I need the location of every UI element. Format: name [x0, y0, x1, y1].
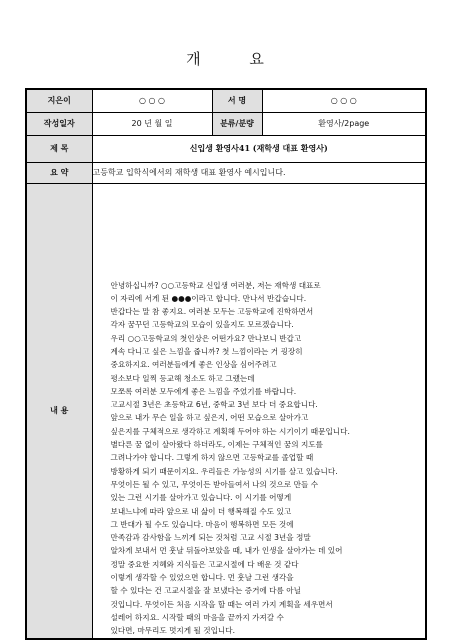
- content-body: [93, 184, 426, 638]
- author-row: [26, 89, 426, 112]
- content-line: 보내느냐에 따라 앞으로 내 삶이 더 행복해질 수도 있고: [110, 506, 292, 516]
- subject-row: [26, 135, 426, 162]
- date-label: 작성일자: [26, 112, 92, 135]
- content-line: 그 반대가 될 수도 있습니다. 마음이 행복하면 모든 것에: [110, 519, 294, 529]
- content-line: 정말 중요한 지혜와 지식들은 고교시절에 다 배운 것 같다: [110, 559, 299, 569]
- content-line: 우리 ○○고등학교의 첫인상은 어떤가요? 만나보니 반갑고: [110, 333, 302, 343]
- content-line: 할 수 있다는 건 고교시절을 잘 보냈다는 증거에 다름 아닐: [110, 586, 301, 596]
- summary-label: 요 약: [26, 162, 92, 183]
- content-line: 있다면, 마무리도 멋지게 될 것입니다.: [110, 626, 236, 636]
- subject-label: 제 목: [26, 135, 92, 162]
- date-row: [26, 112, 426, 135]
- content-line: 만족감과 감사함을 느끼게 되는 것처럼 고교 시절 3년을 정말: [110, 533, 311, 543]
- overview-table: [25, 88, 427, 640]
- content-line: 모쪼록 여러분 모두에게 좋은 느낌을 주었기를 바랍니다.: [110, 386, 297, 396]
- content-line: 앞으로 내가 무슨 일을 하고 싶은지, 어떤 모습으로 살아가고: [110, 413, 309, 423]
- content-line: 평소보다 일찍 등교해 청소도 하고 그랬는데: [110, 373, 255, 383]
- summary-row: [26, 162, 426, 183]
- content-label: 내 용: [26, 183, 92, 639]
- content-line: 이 자리에 서게 된 ●●●이라고 합니다. 만나서 반갑습니다.: [110, 293, 307, 303]
- author-label: 지은이: [26, 89, 92, 112]
- content-line: 별다른 꿈 없이 살아왔다 하더라도, 이제는 구체적인 꿈의 지도를: [110, 440, 323, 450]
- summary-value: 고등학교 입학식에서의 재학생 대표 환영사 예시입니다.: [92, 162, 426, 183]
- subject-value: 신입생 환영사41 (재학생 대표 환영사): [92, 135, 426, 162]
- content-line: 각자 꿈꾸던 고등학교의 모습이 있을지도 모르겠습니다.: [110, 320, 294, 330]
- content-line: 그려나가야 합니다. 그렇게 하지 않으면 고등학교를 졸업할 때: [110, 453, 314, 463]
- category-value: 환영사/2page: [262, 112, 426, 135]
- content-line: 방황하게 되기 때문이지요. 우리들은 가능성의 시기를 살고 있습니다.: [110, 466, 338, 476]
- content-line: 중요하지요. 여러분들에게 좋은 인상을 심어주려고: [110, 360, 277, 370]
- content-line: 안녕하십니까? ○○고등학교 신입생 여러분, 저는 재학생 대표로: [110, 280, 321, 290]
- category-label: 분류/분량: [212, 112, 262, 135]
- content-line: 반갑다는 말 참 좋지요. 여러분 모두는 고등학교에 진학하면서: [110, 307, 314, 317]
- content-line: 것입니다. 무엇이든 처음 시작을 할 때는 여러 가지 계획을 세우면서: [110, 599, 333, 609]
- author-value: ○ ○ ○: [92, 89, 212, 112]
- content-line: 알차게 보내서 먼 훗날 뒤돌아보았을 때, 내가 인생을 살아가는 데 있어: [110, 546, 343, 556]
- content-line: 이렇게 생각할 수 있었으면 합니다. 먼 훗날 그런 생각을: [110, 573, 294, 583]
- content-line: 무엇이든 될 수 있고, 무엇이든 받아들여서 나의 것으로 만들 수: [110, 479, 319, 489]
- content-line: 계속 다니고 싶은 느낌을 줍니까? 첫 느낌이라는 거 굉장히: [110, 346, 303, 356]
- content-line: 있는 그런 시기를 살아가고 있습니다. 이 시기를 어떻게: [110, 493, 292, 503]
- content-line: 설레어 하지요. 시작할 때의 마음을 끝까지 가져갈 수: [110, 612, 284, 622]
- content-row: [26, 183, 426, 639]
- page-title: 개 요: [186, 50, 286, 68]
- signature-value: ○ ○ ○: [262, 89, 426, 112]
- date-value: 20 년 월 일: [92, 112, 212, 135]
- content-line: 고교시절 3년은 초등학교 6년, 중학교 3년 보다 더 중요합니다.: [110, 400, 318, 410]
- content-line: 싶은지를 구체적으로 생각하고 계획해 두어야 하는 시기이기 때문입니다.: [110, 426, 350, 436]
- content-cell: [92, 183, 426, 639]
- signature-label: 서 명: [212, 89, 262, 112]
